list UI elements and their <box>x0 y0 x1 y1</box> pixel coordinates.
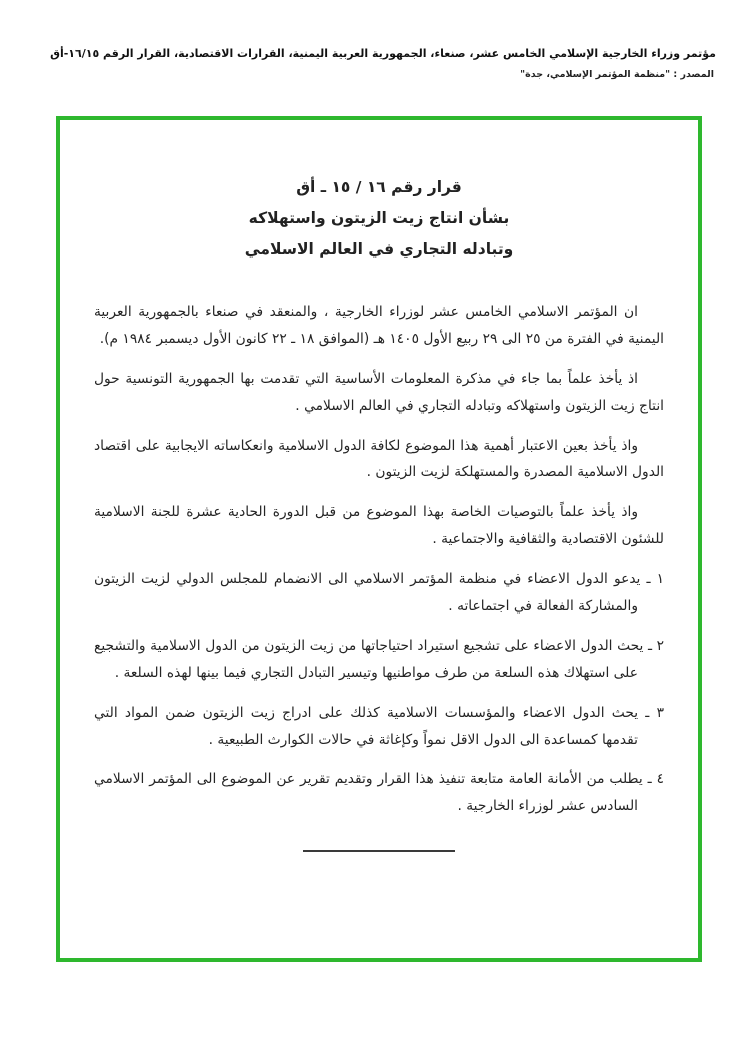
resolution-item-4: ٤ ـ يطلب من الأمانة العامة متابعة تنفيذ هذا القرار وتقديم تقرير عن الموضوع الى المؤتمر الاسلامي السادس عشر لوزراء الخارجية . <box>94 771 664 815</box>
resolution-item-2: ٢ ـ يحث الدول الاعضاء على تشجيع استيراد احتياجاتها من زيت الزيتون من الدول الاسلامية والتشجيع على استهلاك هذه السلعة من طرف مواطنيها وتيسير التبادل التجاري فيما بينها لهذه السلعة . <box>94 637 664 681</box>
header-citation-line: مؤتمر وزراء الخارجية الإسلامي الخامس عشر، صنعاء، الجمهورية العربية اليمنية، القرارات الاقتصادية، القرار الرقم ١٦/١٥-أق <box>50 47 716 60</box>
resolution-title-line-1: قرار رقم ١٦ / ١٥ ـ أق <box>296 178 462 196</box>
resolution-title-line-3: وتبادله التجاري في العالم الاسلامي <box>244 240 514 258</box>
preamble-paragraph-2: اذ يأخذ علماً بما جاء في مذكرة المعلومات الأساسية التي تقدمت بها الجمهورية التونسية حول انتاج زيت الزيتون واستهلاكه وتبادله التجاري في العالم الاسلامي . <box>94 370 664 414</box>
end-divider-rule <box>303 850 455 852</box>
preamble-paragraph-1: ان المؤتمر الاسلامي الخامس عشر لوزراء الخارجية ، والمنعقد في صنعاء بالجمهورية العربية اليمنية في الفترة من ٢٥ الى ٢٩ ربيع الأول ١٤٠٥ هـ (الموافق ١٨ ـ ٢٢ كانون الأول ديسمبر ١٩٨٤ م). <box>94 304 664 347</box>
resolution-title <box>94 172 664 265</box>
preamble-paragraph-3: واذ يأخذ بعين الاعتبار أهمية هذا الموضوع لكافة الدول الاسلامية وانعكاساته الايجابية على اقتصاد الدول الاسلامية المصدرة والمستهلكة لزيت الزيتون . <box>94 437 664 481</box>
preamble-paragraph-4: واذ يأخذ علماً بالتوصيات الخاصة بهذا الموضوع من قبل الدورة الحادية عشرة للجنة الاسلامية للشئون الاقتصادية والثقافية والاجتماعية . <box>94 504 664 548</box>
resolution-item-1: ١ ـ يدعو الدول الاعضاء في منظمة المؤتمر الاسلامي الى الانضمام للمجلس الدولي لزيت الزيتون والمشاركة الفعالة في اجتماعاته . <box>94 571 664 615</box>
resolution-item-3: ٣ ـ يحث الدول الاعضاء والمؤسسات الاسلامية كذلك على ادراج زيت الزيتون ضمن المواد التي تقدمها كمساعدة الى الدول الاقل نمواً وكإغاثة في حالات الكوارث الطبيعية . <box>94 704 664 748</box>
document-header <box>18 46 716 82</box>
scanned-document-frame <box>56 116 702 962</box>
header-source-line: المصدر : "منظمة المؤتمر الإسلامي، جدة" <box>520 68 714 80</box>
resolution-title-line-2: بشأن انتاج زيت الزيتون واستهلاكه <box>248 209 510 227</box>
